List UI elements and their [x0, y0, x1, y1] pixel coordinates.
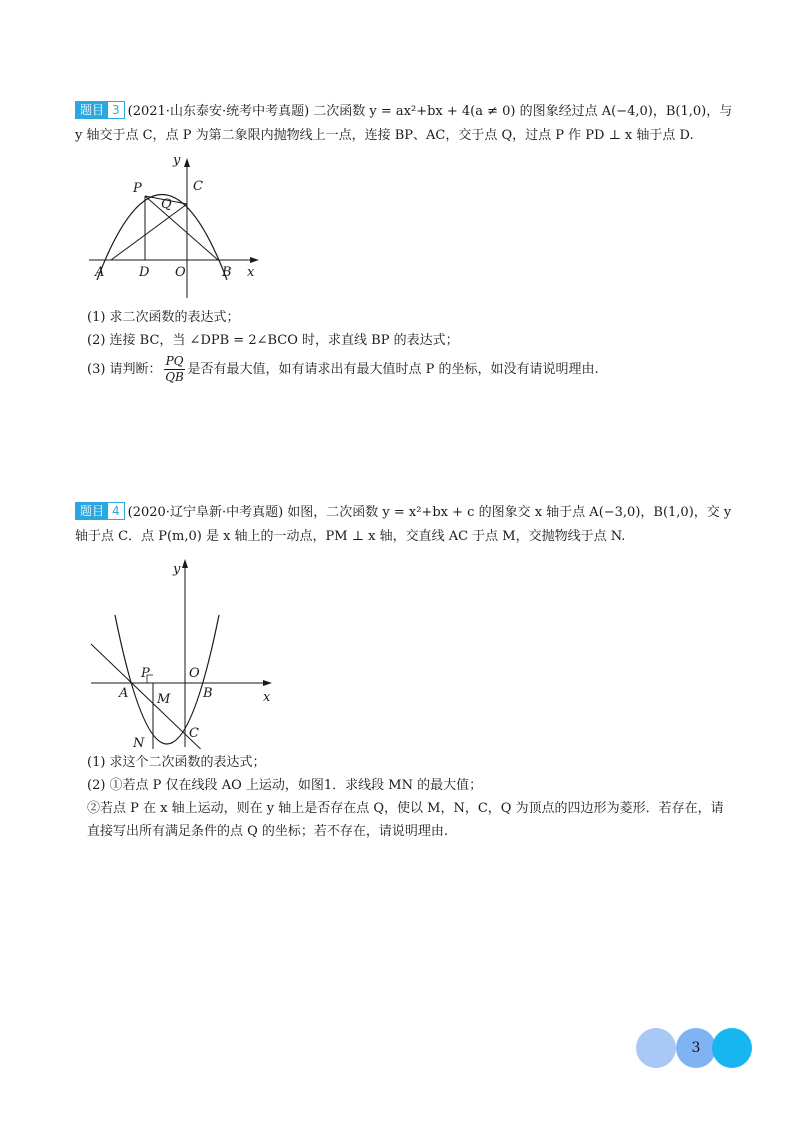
problem-3 — [75, 100, 733, 385]
label-p: P — [141, 666, 150, 681]
problem-4-text-line1: (2020·辽宁阜新·中考真题) 如图，二次函数 y = x²+bx + c 的图象交 x 轴于点 A(−3,0)，B(1,0)，交 y — [127, 505, 732, 520]
parabola — [115, 615, 219, 744]
badge-circle-right — [712, 1028, 752, 1068]
x-axis-arrow — [263, 680, 272, 686]
label-o: O — [189, 666, 200, 681]
problem-3-q1: (1) 求二次函数的表达式； — [87, 310, 240, 325]
label-p: P — [133, 181, 142, 196]
label-n: N — [133, 736, 145, 749]
label-a: A — [119, 686, 129, 701]
label-c: C — [193, 179, 203, 194]
x-axis-arrow — [250, 257, 259, 263]
problem-4-q2: (2) ①若点 P 仅在线段 AO 上运动，如图1．求线段 MN 的最大值； — [87, 778, 483, 793]
problem-3-q3: (3) 请判断： $\frac{PQ}{QB}$ 是否有最大值，如有请求出有最大值时点 P 的坐标，如没有请说明理由. — [87, 354, 599, 384]
label-m: M — [157, 692, 171, 707]
problem-4-line1 — [75, 501, 732, 525]
segment-ac — [111, 204, 187, 260]
problem-4-q1: (1) 求这个二次函数的表达式； — [87, 755, 266, 770]
label-y: y — [173, 153, 181, 168]
problem-4-tag: 题目 4 — [75, 502, 125, 520]
label-c: C — [189, 726, 199, 741]
y-axis-arrow — [182, 559, 188, 568]
problem-3-line1 — [75, 100, 733, 124]
problem-4-figure — [75, 551, 295, 749]
page-number: 3 — [691, 1040, 701, 1056]
problem-4-q3-line2: 直接写出所有满足条件的点 Q 的坐标；若不存在，请说明理由. — [87, 824, 449, 839]
label-b: B — [222, 265, 232, 280]
problem-4-q3-line1: ②若点 P 在 x 轴上运动，则在 y 轴上是否存在点 Q，使以 M，N，C，Q 为顶点的四边形为菱形．若存在，请 — [87, 801, 724, 816]
label-d: D — [139, 265, 150, 280]
segment-bp — [145, 196, 218, 260]
problem-3-text-line1: (2021·山东泰安·统考中考真题) 二次函数 y = ax²+bx + 4(a ≠ 0) 的图象经过点 A(−4,0)，B(1,0)，与 — [127, 104, 733, 119]
problem-4-text-line2: 轴于点 C．点 P(m,0) 是 x 轴上的一动点，PM ⊥ x 轴，交直线 AC 于点 M，交抛物线于点 N. — [75, 529, 626, 544]
label-a: A — [95, 265, 105, 280]
problem-3-text-line2: y 轴交于点 C，点 P 为第二象限内抛物线上一点，连接 BP、AC，交于点 Q，过点 P 作 PD ⊥ x 轴于点 D. — [75, 128, 694, 143]
problem-3-figure — [75, 150, 275, 302]
label-x: x — [247, 265, 255, 280]
label-q: Q — [161, 197, 172, 212]
fraction-pq-qb: $\frac{PQ}{QB}$ — [165, 354, 184, 384]
label-y: y — [173, 562, 181, 577]
problem-4 — [75, 501, 732, 843]
label-b: B — [203, 686, 213, 701]
problem-3-tag: 题目 3 — [75, 101, 125, 119]
y-axis-arrow — [184, 158, 190, 167]
label-x: x — [263, 690, 271, 705]
label-o: O — [175, 265, 186, 280]
page-number-badge — [636, 1028, 752, 1068]
problem-3-q2: (2) 连接 BC，当 ∠DPB = 2∠BCO 时，求直线 BP 的表达式； — [87, 333, 459, 348]
badge-circle-left — [636, 1028, 676, 1068]
